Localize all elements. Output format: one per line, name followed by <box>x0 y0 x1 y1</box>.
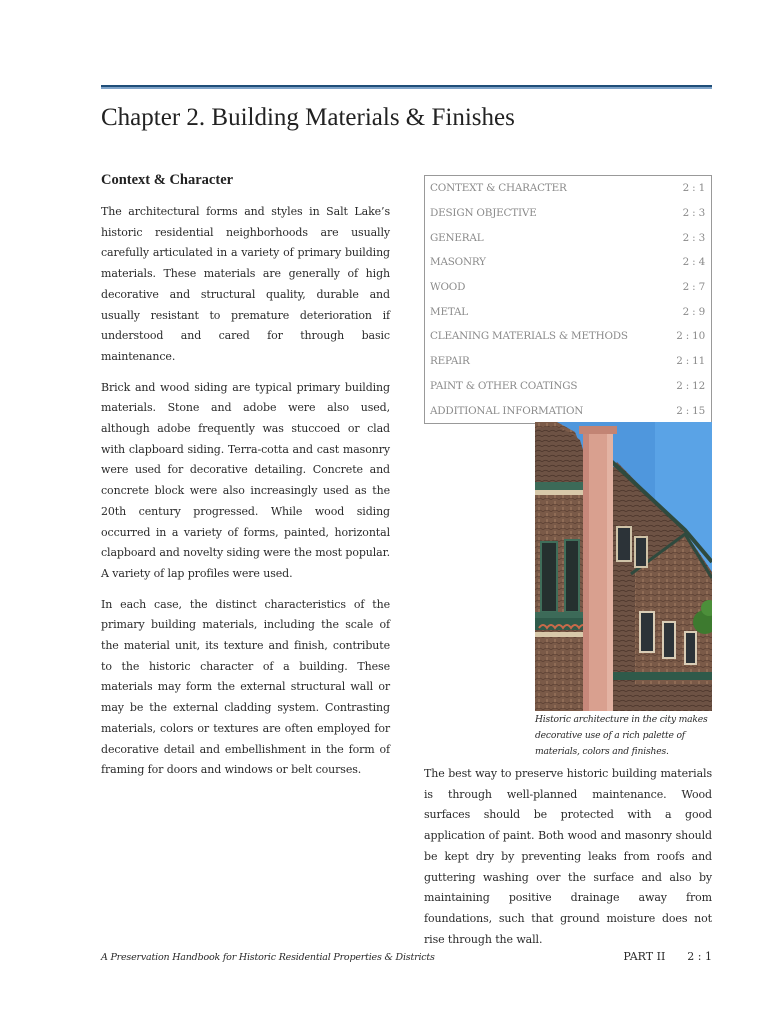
toc-label: DESIGN OBJECTIVE <box>430 207 537 220</box>
toc-page: 2 : 4 <box>682 256 705 269</box>
toc-row[interactable] <box>425 250 711 275</box>
toc-label: CONTEXT & CHARACTER <box>430 182 567 195</box>
chapter-title: Chapter 2. Building Materials & Finishes <box>101 104 515 131</box>
toc-page: 2 : 3 <box>682 231 705 244</box>
chapter-contents-box <box>424 175 712 424</box>
header-rule <box>101 85 712 89</box>
body-paragraph-2: Brick and wood siding are typical primary building materials. Stone and adobe were also used, although adobe frequently was stuccoed or clad with clapboard siding. Terra-cotta and cast masonry were used for decorative detailing. Concrete and concrete block were also increasingly used as the 20th century progressed. While wood siding occurred in a variety of forms, painted, horizontal clapboard and novelty siding were the most popular. A variety of lap profiles were used. <box>101 380 390 580</box>
toc-label: GENERAL <box>430 231 484 244</box>
toc-label: METAL <box>430 305 468 318</box>
toc-row[interactable] <box>425 201 711 226</box>
toc-row[interactable] <box>425 225 711 250</box>
toc-label: CLEANING MATERIALS & METHODS <box>430 330 628 343</box>
left-column <box>101 172 390 791</box>
body-paragraph-1: The architectural forms and styles in Salt Lake’s historic residential neighborhoods are usually carefully articulated in a variety of primary building materials. These materials are generally of high decorative and structural quality, durable and usually resistant to premature deterioration if understood and cared for through basic maintenance. <box>101 205 390 363</box>
footer-page-info <box>623 950 712 963</box>
toc-row[interactable] <box>425 275 711 300</box>
toc-label: REPAIR <box>430 355 470 368</box>
toc-page: 2 : 1 <box>682 182 705 195</box>
footer-part: PART II <box>623 950 666 963</box>
toc-page: 2 : 11 <box>676 355 705 368</box>
toc-page: 2 : 9 <box>682 305 705 318</box>
maintenance-paragraph: The best way to preserve historic building materials is through well-planned maintenance. Wood surfaces should be protected with a good application of paint. Both wood and masonry should be kept dry by preventing leaks from roofs and guttering washing over the surface and also by maintaining positive drainage away from foundations, such that ground moisture does not rise through the wall. <box>424 767 712 946</box>
toc-row[interactable] <box>425 299 711 324</box>
toc-row[interactable] <box>425 324 711 349</box>
toc-page: 2 : 15 <box>676 404 705 417</box>
toc-row[interactable] <box>425 349 711 374</box>
footer-page-number: 2 : 1 <box>687 950 712 963</box>
right-column <box>424 764 712 960</box>
toc-page: 2 : 3 <box>682 207 705 220</box>
toc-label: WOOD <box>430 281 466 294</box>
toc-label: MASONRY <box>430 256 486 269</box>
toc-page: 2 : 10 <box>676 330 705 343</box>
toc-page: 2 : 7 <box>682 281 705 294</box>
footer-handbook-title: A Preservation Handbook for Historic Residential Properties & Districts <box>101 952 435 963</box>
body-paragraph-3: In each case, the distinct characteristics of the primary building materials, including the scale of the material unit, its texture and finish, contribute to the historic character of a building. These materials may form the external structural wall or may be the external cladding system. Contrasting materials, colors or textures are often employed for decorative detail and embellishment in the form of framing for doors and windows or belt courses. <box>101 597 390 777</box>
toc-row[interactable] <box>425 398 711 423</box>
toc-label: ADDITIONAL INFORMATION <box>430 404 584 417</box>
historic-house-photo <box>535 422 712 711</box>
toc-label: PAINT & OTHER COATINGS <box>430 379 578 392</box>
toc-row[interactable] <box>425 374 711 399</box>
photo-caption: Historic architecture in the city makes decorative use of a rich palette of materials, colors and finishes. <box>535 714 708 757</box>
section-heading: Context & Character <box>101 172 234 188</box>
toc-page: 2 : 12 <box>676 379 705 392</box>
toc-row[interactable] <box>425 176 711 201</box>
